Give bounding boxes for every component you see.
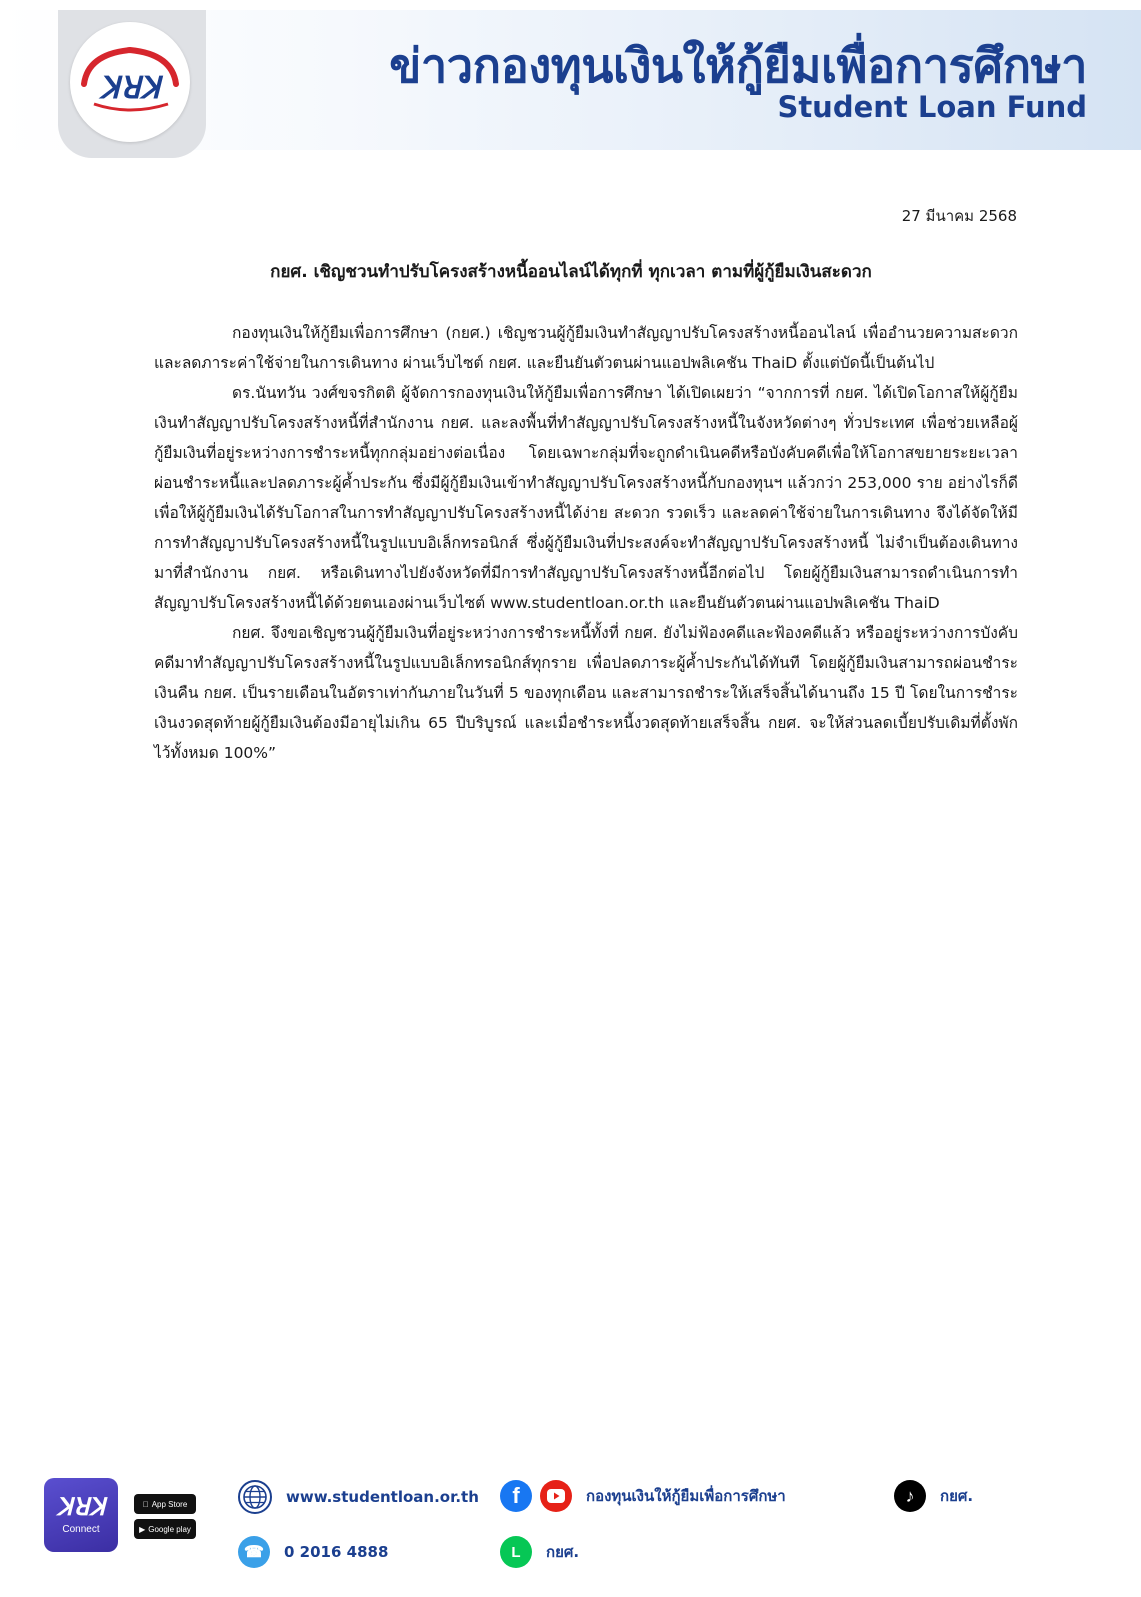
facebook-icon[interactable]: f <box>500 1480 532 1512</box>
connect-app-icon[interactable] <box>44 1478 118 1552</box>
google-play-label: Google play <box>148 1524 191 1534</box>
footer-line[interactable] <box>500 1536 579 1568</box>
page-name[interactable]: กองทุนเงินให้กู้ยืมเพื่อการศึกษา <box>586 1487 786 1505</box>
article-paragraph-3: กยศ. จึงขอเชิญชวนผู้กู้ยืมเงินที่อยู่ระหว่างการชำระหนี้ทั้งที่ กยศ. ยังไม่ฟ้องคดีและฟ้องคดีแล้ว หรืออยู่ระหว่างการบังคับคดีมาทำสัญญาปรับโครงสร้างหนี้ในรูปแบบอิเล็กทรอนิกส์ทุกราย เพื่อปลดภาระผู้ค้ำประกันได้ทันที โดยผู้กู้ยืมเงินสามารถผ่อนชำระเงินคืน กยศ. เป็นรายเดือนในอัตราเท่ากันภายในวันที่ 5 ของทุกเดือน และสามารถชำระให้เสร็จสิ้นได้นานถึง 15 ปี โดยในการชำระเงินงวดสุดท้ายผู้กู้ยืมเงินต้องมีอายุไม่เกิน 65 ปีบริบูรณ์ และเมื่อชำระหนี้งวดสุดท้ายเสร็จสิ้น กยศ. จะให้ส่วนลดเบี้ยปรับเดิมที่ตั้งพักไว้ทั้งหมด 100%” <box>154 624 1018 762</box>
footer-tiktok[interactable] <box>894 1480 973 1512</box>
footer-phone[interactable] <box>238 1536 388 1568</box>
article-body <box>154 318 1018 768</box>
phone-icon: ☎ <box>238 1536 270 1568</box>
svg-text:ꓘꓤꓘ: ꓘꓤꓘ <box>99 72 161 105</box>
footer-website[interactable] <box>238 1480 479 1514</box>
line-name[interactable]: กยศ. <box>546 1543 580 1561</box>
app-store-label: App Store <box>148 1499 185 1509</box>
article-headline: กยศ. เชิญชวนทำปรับโครงสร้างหนี้ออนไลน์ได้ทุกที่ ทุกเวลา ตามที่ผู้กู้ยืมเงินสะดวก <box>270 262 872 282</box>
app-name: Connect <box>62 1523 100 1535</box>
website-link[interactable]: www.studentloan.or.th <box>286 1488 479 1506</box>
google-play-badge[interactable] <box>134 1519 196 1539</box>
tiktok-icon: ♪ <box>894 1480 926 1512</box>
phone-number[interactable]: 0 2016 4888 <box>284 1543 389 1561</box>
youtube-icon[interactable] <box>540 1480 572 1512</box>
globe-icon <box>238 1480 272 1514</box>
header-title-th: ข่าวกองทุนเงินให้กู้ยืมเพื่อการศึกษา <box>389 39 1087 94</box>
fund-logo <box>70 22 190 142</box>
play-icon: ▶ <box>139 1524 146 1534</box>
footer-social[interactable] <box>500 1480 786 1512</box>
article-paragraph-1: กองทุนเงินให้กู้ยืมเพื่อการศึกษา (กยศ.) เชิญชวนผู้กู้ยืมเงินทำสัญญาปรับโครงสร้างหนี้ออนไลน์ เพื่ออำนวยความสะดวกและลดภาระค่าใช้จ่ายในการเดินทาง ผ่านเว็บไซต์ กยศ. และยืนยันตัวตนผ่านแอปพลิเคชัน ThaiD ตั้งแต่บัดนี้เป็นต้นไป <box>154 324 1018 372</box>
fund-logo-icon <box>78 42 182 122</box>
article-date: 27 มีนาคม 2568 <box>901 207 1017 225</box>
app-store-badge[interactable] <box>134 1494 196 1514</box>
header-title-en: Student Loan Fund <box>777 90 1087 124</box>
apple-icon <box>143 1500 149 1509</box>
tiktok-name[interactable]: กยศ. <box>940 1487 974 1505</box>
line-icon: L <box>500 1536 532 1568</box>
article-paragraph-2: ดร.นันทวัน วงศ์ขจรกิตติ ผู้จัดการกองทุนเงินให้กู้ยืมเพื่อการศึกษา ได้เปิดเผยว่า “จากการที่ กยศ. ได้เปิดโอกาสให้ผู้กู้ยืมเงินทำสัญญาปรับโครงสร้างหนี้ที่สำนักงาน กยศ. และลงพื้นที่ทำสัญญาปรับโครงสร้างหนี้ในจังหวัดต่างๆ ทั่วประเทศ เพื่อช่วยเหลือผู้กู้ยืมเงินที่อยู่ระหว่างการชำระหนี้ทุกกลุ่มอย่างต่อเนื่อง โดยเฉพาะกลุ่มที่จะถูกดำเนินคดีหรือบังคับคดีเพื่อให้โอกาสขยายระยะเวลาผ่อนชำระหนี้และปลดภาระผู้ค้ำประกัน ซึ่งมีผู้กู้ยืมเงินเข้าทำสัญญาปรับโครงสร้างหนี้กับกองทุนฯ แล้วกว่า 253,000 ราย อย่างไรก็ดี เพื่อให้ผู้กู้ยืมเงินได้รับโอกาสในการทำสัญญาปรับโครงสร้างหนี้ได้ง่าย สะดวก รวดเร็ว และลดค่าใช้จ่ายในการเดินทาง จึงได้จัดให้มีการทำสัญญาปรับโครงสร้างหนี้ในรูปแบบอิเล็กทรอนิกส์ ซึ่งผู้กู้ยืมเงินที่ประสงค์จะทำสัญญาปรับโครงสร้างหนี้ ไม่จำเป็นต้องเดินทางมาที่สำนักงาน กยศ. หรือเดินทางไปยังจังหวัดที่มีการทำสัญญาปรับโครงสร้างหนี้อีกต่อไป โดยผู้กู้ยืมเงินสามารถดำเนินการทำสัญญาปรับโครงสร้างหนี้ได้ด้วยตนเองผ่านเว็บไซต์ www.studentloan.or.th และยืนยันตัวตนผ่านแอปพลิเคชัน ThaiD <box>154 384 1018 612</box>
app-logo-mark: ꓘꓤꓘ <box>56 1493 106 1521</box>
